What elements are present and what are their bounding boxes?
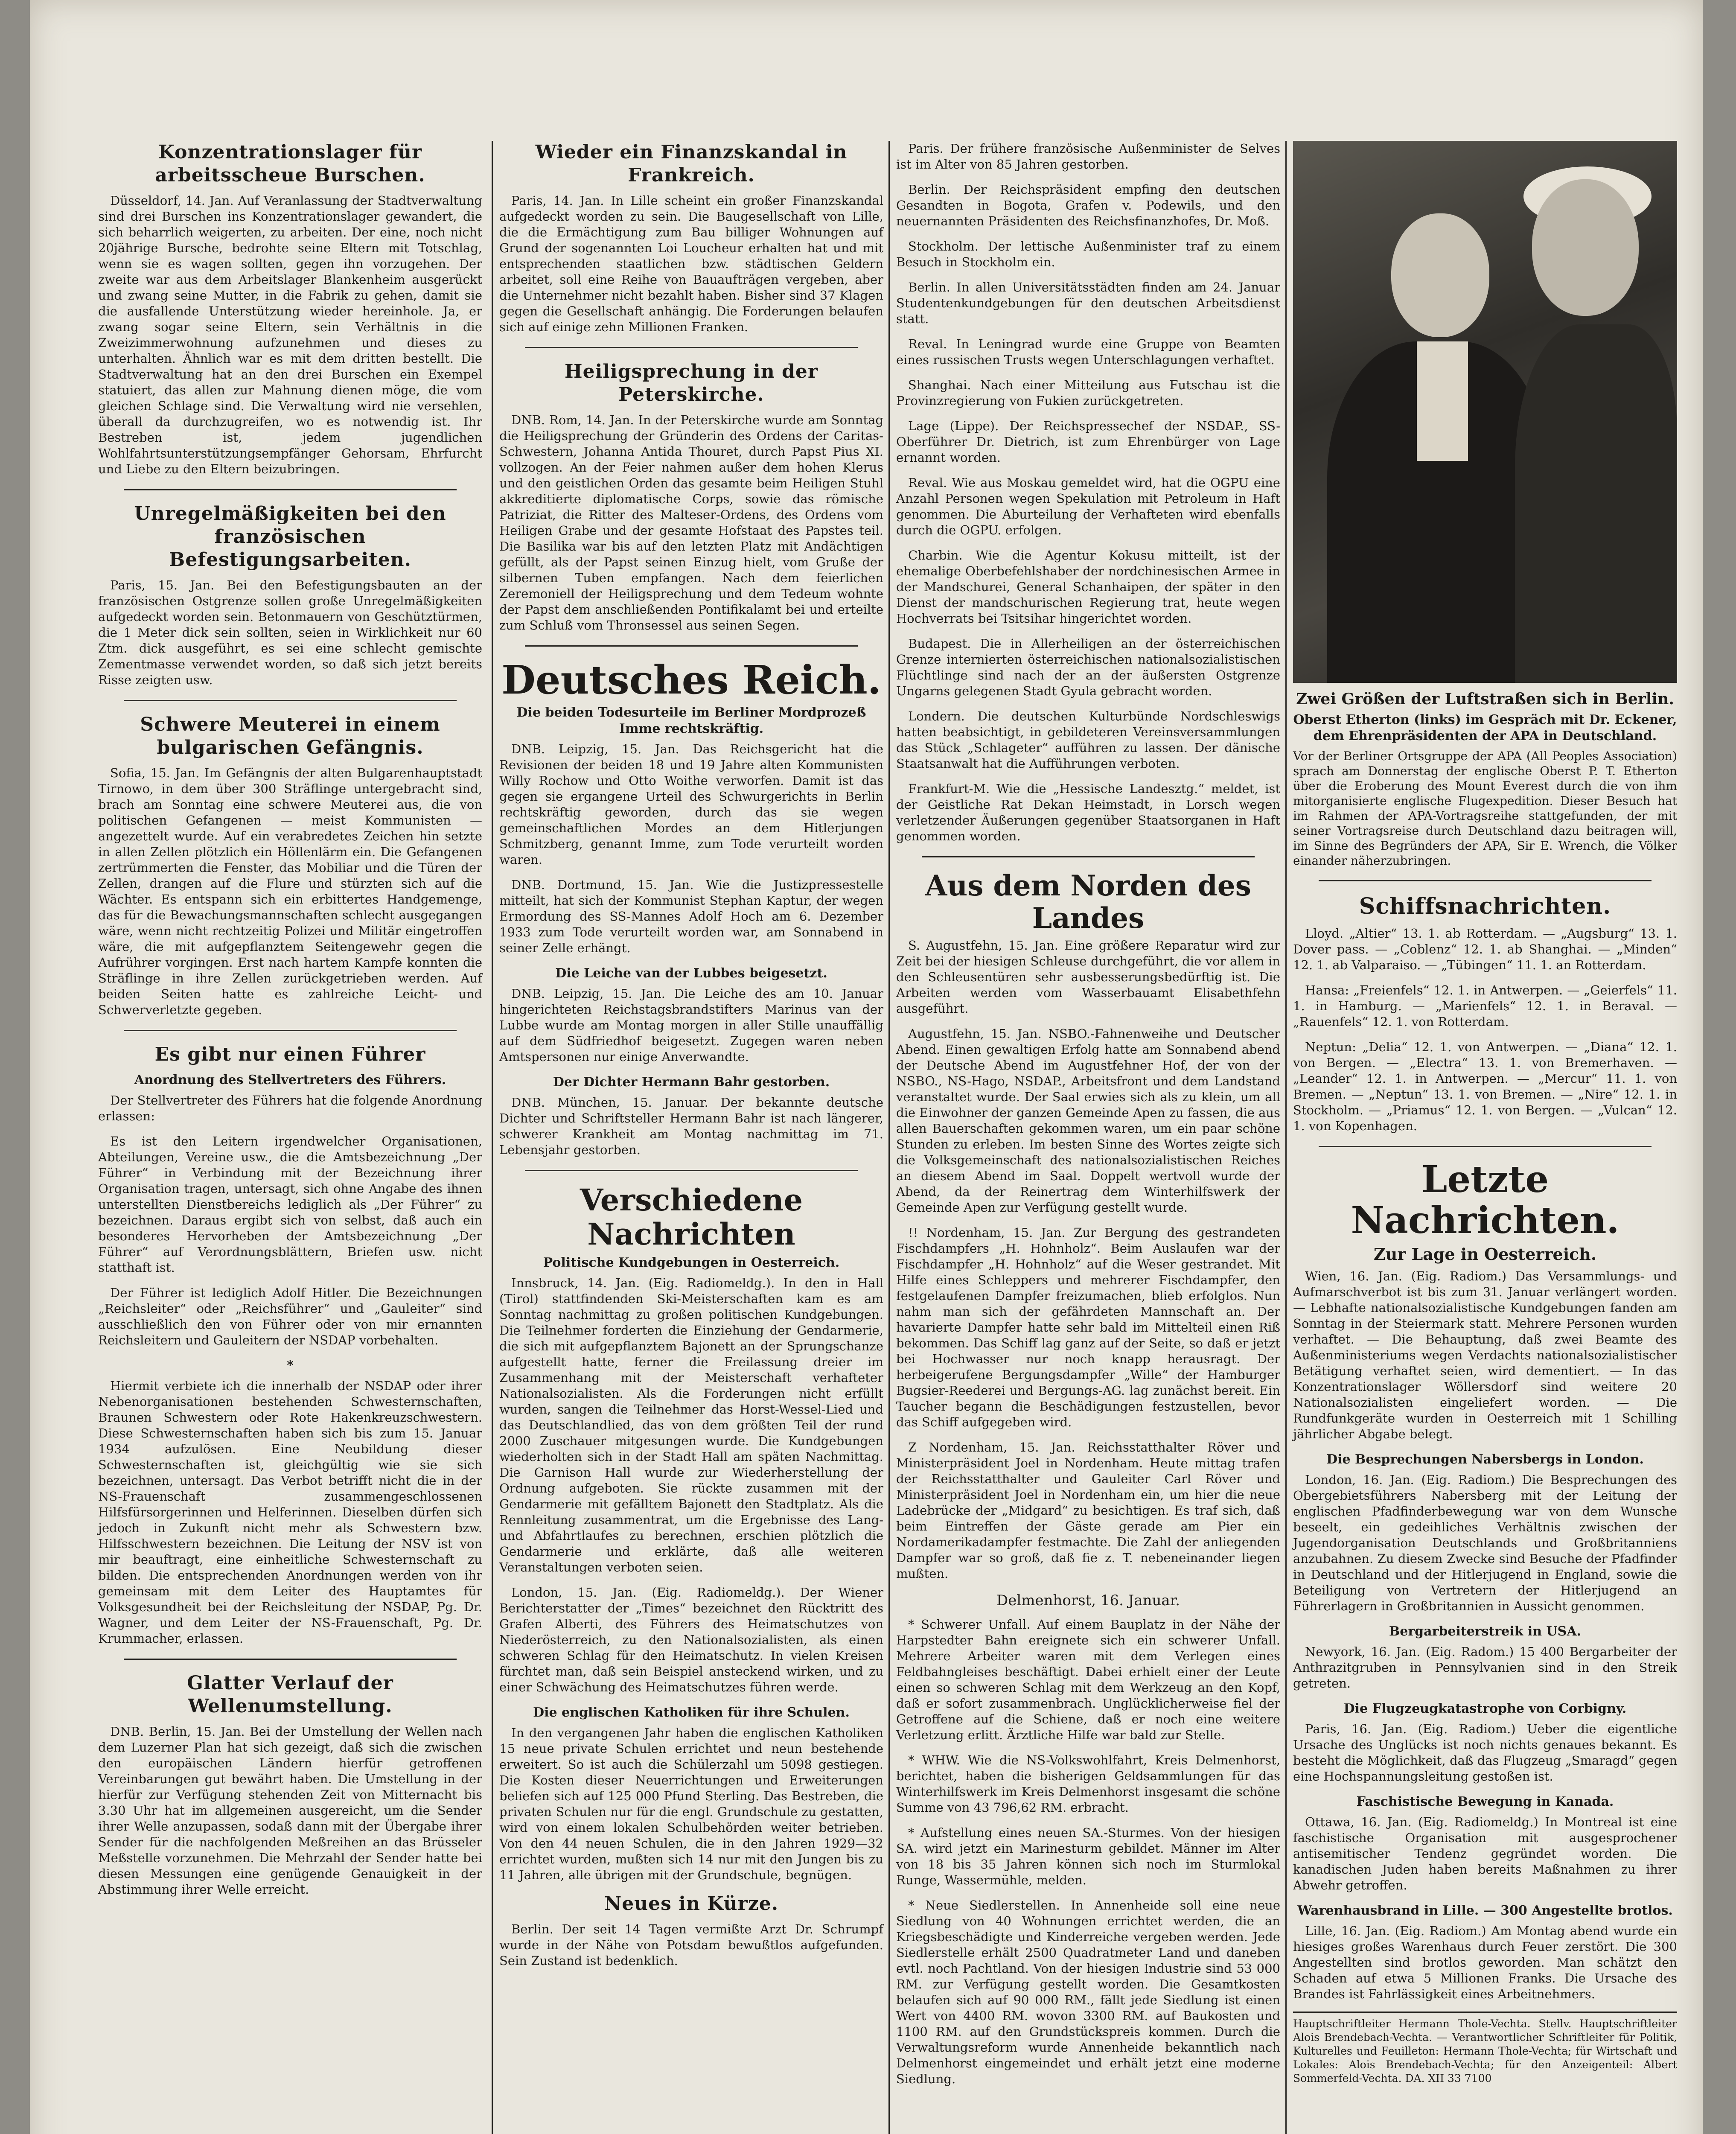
divider xyxy=(525,645,858,647)
article-text: DNB. München, 15. Januar. Der bekannte deutsche Dichter und Schriftsteller Hermann Bahr ist nach längerer, schwerer Krankheit am Montag nachmittag im 71. Lebensjahr gestorben. xyxy=(499,1095,883,1157)
article-text: * Neue Siedlerstellen. In Annenheide soll eine neue Siedlung von 40 Wohnungen errichtet werden, die an Kriegsbeschädigte und Kinderreiche vergeben werden. Jede Siedlerstelle erhält 2500 Quadratmeter Land und daneben evtl. noch Pachtland. Von der hiesigen Industrie sind 53 000 RM. zur Verfügung gestellt worden. Die Gesamtkosten belaufen sich auf 90 000 RM., fällt jede Siedlung ist einen Wert von 4400 RM. wovon 3300 RM. auf Baukosten und 1100 RM. auf den Grundstückspreis kommen. Durch die Verwaltungsreform wurde Annenheide bekanntlich nach Delmenhorst eingemeindet und erhält jetzt eine moderne Siedlung. xyxy=(896,1898,1280,2086)
news-brief: Stockholm. Der lettische Außenminister traf zu einem Besuch in Stockholm ein. xyxy=(896,239,1280,269)
article-subheadline: Die englischen Katholiken für ihre Schulen. xyxy=(533,1705,850,1720)
article-text: London, 15. Jan. (Eig. Radiomeldg.). Der Wiener Berichterstatter der „Times“ bezeichnet den Rücktritt des Grafen Alberti, des Führers des Heimatschutzes von Niederösterreich, zu den Nationalsozialisten, als einen schweren Schlag für den Heimatschutz. In vielen Kreisen fürchtet man, daß sein Beispiel ansteckend wirken, und zu einer Schwächung des Heimatschutzes führen werde. xyxy=(499,1585,883,1694)
article-text: Paris, 14. Jan. In Lille scheint ein großer Finanzskandal aufgedeckt worden zu sein. Die Baugesellschaft von Lille, die die Ermächtigung zum Bau billiger Wohnungen auf Grund der sogenannten Loi Loucheur erhalten hat und mit entsprechenden staatlichen bzw. städtischen Geldern arbeitet, soll eine Reihe von Bauaufträgen vergeben, aber die Unternehmer nicht bezahlt haben. Bisher sind 37 Klagen gegen die Gesellschaft anhängig. Die Forderungen belaufen sich auf einige zehn Millionen Franken. xyxy=(499,193,883,334)
article-text: DNB. Leipzig, 15. Jan. Die Leiche des am 10. Januar hingerichteten Reichstagsbrandstifters Marinus van der Lubbe wurde am Montag morgen in aller Stille unauffällig auf dem Südfriedhof beigesetzt. Zugegen waren neben Amtspersonen nur einige Anverwandte. xyxy=(499,986,883,1064)
news-brief: Reval. Wie aus Moskau gemeldet wird, hat die OGPU eine Anzahl Personen wegen Spekulation mit Petroleum in Haft genommen. Die Aburteilung der Verhafteten wird ebenfalls durch die OGPU. erfolgen. xyxy=(896,475,1280,537)
article-text: Ottawa, 16. Jan. (Eig. Radiomeldg.) In Montreal ist eine faschistische Organisation mit ausgesprochener antisemitischer Tendenz gegründet worden. Die kanadischen Juden haben bereits Maßnahmen zu ihrer Abwehr getroffen. xyxy=(1293,1815,1677,1892)
news-brief: Charbin. Wie die Agentur Kokusu mitteilt, ist der ehemalige Oberbefehlshaber der nordchinesischen Armee in der Mandschurei, General Schanhaipen, der später in den Dienst der mandschurischen Regierung trat, heute wegen Hochverrats bei Tsitsihar hingerichtet worden. xyxy=(896,548,1280,626)
article-subheadline: Die beiden Todesurteile im Berliner Mordprozeß Imme rechtskräftig. xyxy=(516,705,866,736)
article-subheadline: Der Dichter Hermann Bahr gestorben. xyxy=(553,1075,830,1090)
article-headline: Heiligsprechung in der Peterskirche. xyxy=(565,361,818,405)
imprint: Hauptschriftleiter Hermann Thole-Vechta. Stellv. Hauptschriftleiter Alois Brendebach-Vechta. — Verantwortlicher Schriftleiter für Politik, Kulturelles und Feuilleton: Hermann Thole-Vechta; für Wirtschaft und Lokales: Alois Brendebach-Vechta; für den Anzeigenteil: Albert Sommerfeld-Vechta. DA. XII 33 7100 xyxy=(1293,2012,1677,2085)
article-text: DNB. Rom, 14. Jan. In der Peterskirche wurde am Sonntag die Heiligsprechung der Gründerin des Ordens der Caritas-Schwestern, Johanna Antida Thouret, durch Papst Pius XI. vollzogen. An der Feier nahmen außer dem hohen Klerus und den geistlichen Orden das gesamte beim Heiligen Stuhl akkreditierte diplomatische Corps, sowie das römische Patriziat, die Ritter des Malteser-Ordens, des Ordens vom Heiligen Grabe und der gesamte Hofstaat des Papstes teil. Die Basilika war bis auf den letzten Platz mit Andächtigen gefüllt, als der Papst seinen Einzug hielt, vom Gruße der silbernen Tuben empfangen. Nach dem feierlichen Zeremoniell der Heiligsprechung und dem Tedeum wohnte der Papst dem anschließenden Pontifikalamt bei und erteilte zum Schluß vom Thronsessel aus seinen Segen. xyxy=(499,413,883,633)
section-title: Deutsches Reich. xyxy=(501,657,881,703)
article-text: DNB. Berlin, 15. Jan. Bei der Umstellung der Wellen nach dem Luzerner Plan hat sich gezeigt, daß sich die zwischen den europäischen Ländern hierfür getroffenen Vereinbarungen gut bewährt haben. Die Umstellung in der hierfür zur Verfügung stehenden Zeit von Mitternacht bis 3.30 Uhr hat im allgemeinen ausgereicht, um die Sender ihrer Welle anzupassen, sodaß dann mit der Übergabe ihrer Sender für die nachfolgenden Meßreihen an das Brüsseler Meßstelle vorzunehmen. Die Mehrzahl der Sender hatte bei diesen Messungen eine genügende Genauigkeit in der Abstimmung ihrer Welle erreicht. xyxy=(98,1724,482,1897)
ship-news: Lloyd. „Altier“ 13. 1. ab Rotterdam. — „Augsburg“ 13. 1. Dover pass. — „Coblenz“ 12. 1. ab Shanghai. — „Minden“ 12. 1. ab Valparaiso. — „Tübingen“ 11. 1. an Rotterdam. xyxy=(1293,926,1677,972)
photo-face-right xyxy=(1532,179,1639,316)
news-brief: Paris. Der frühere französische Außenminister de Selves ist im Alter von 85 Jahren gestorben. xyxy=(896,141,1280,172)
article-text: Es ist den Leitern irgendwelcher Organisationen, Abteilungen, Vereine usw., die die Amtsbezeichnung „Der Führer“ in Verbindung mit der Bezeichnung ihrer Organisation tragen, untersagt, sich ohne Angabe des ihnen unterstellten Dienstbereichs lediglich als „Der Führer“ zu bezeichnen. Daraus ergibt sich von selbst, daß auch ein besonderes Hervorheben der Amtsbezeichnung „Der Führer“ auf Verordnungsblättern, Briefen usw. nicht statthaft ist. xyxy=(98,1134,482,1275)
section-title: Aus dem Norden des Landes xyxy=(925,869,1251,935)
local-dateline: Delmenhorst, 16. Januar. xyxy=(996,1592,1180,1609)
news-brief: Frankfurt-M. Wie die „Hessische Landesztg.“ meldet, ist der Geistliche Rat Dekan Heimstadt, in Lorsch wegen verletzender Äußerungen gegenüber Staatsorganen in Haft genommen worden. xyxy=(896,781,1280,843)
news-brief: Shanghai. Nach einer Mitteilung aus Futschau ist die Provinzregierung von Fukien zurückgetreten. xyxy=(896,378,1280,408)
article-text: Paris, 16. Jan. (Eig. Radiom.) Ueber die eigentliche Ursache des Unglücks ist noch nichts genaues bekannt. Es besteht die Möglichkeit, daß das Flugzeug „Smaragd“ gegen eine Hochspannungsleitung gestoßen ist. xyxy=(1293,1722,1677,1784)
column-2 xyxy=(499,141,883,1978)
article-subheadline: Anordnung des Stellvertreters des Führers. xyxy=(134,1073,446,1087)
divider xyxy=(1319,880,1652,881)
article-headline: Unregelmäßigkeiten bei den französischen Befestigungsarbeiten. xyxy=(134,503,446,571)
article-text: !! Nordenham, 15. Jan. Zur Bergung des gestrandeten Fischdampfers „H. Hohnholz“. Beim Auslaufen war der Fischdampfer „H. Hohnholz“ auf die Weser gestrandet. Mit Hilfe eines Schleppers und mehrerer Fischdampfer, den festgelaufenen Dampfer freizumachen, blieb erfolglos. Nun nahm man sich der gefährdeten Mannschaft an. Der havarierte Dampfer hatte sehr bald im Mittelteil einen Riß bekommen. Das Schiff lag ganz auf der Seite, so daß er jetzt bei Hochwasser nur noch knapp herausragt. Der herbeigerufene Bergungsdampfer „Wille“ der Hamburger Bugsier-Reederei und Bergungs-AG. lag zunächst bereit. Ein Taucher begann die Beschädigungen festzustellen, bevor das Schiff aufgegeben wird. xyxy=(896,1225,1280,1429)
article-subheadline: Politische Kundgebungen in Oesterreich. xyxy=(543,1255,840,1270)
article-text: Berlin. Der seit 14 Tagen vermißte Arzt Dr. Schrumpf wurde in der Nähe von Potsdam bewußtlos aufgefunden. Sein Zustand ist bedenklich. xyxy=(499,1922,883,1968)
photo-caption-subtitle: Oberst Etherton (links) im Gespräch mit Dr. Eckener, dem Ehrenpräsidenten der APA in Deutschland. xyxy=(1293,712,1677,743)
article-text: * Schwerer Unfall. Auf einem Bauplatz in der Nähe der Harpstedter Bahn ereignete sich ein schwerer Unfall. Mehrere Arbeiter waren mit dem Verlegen eines Feldbahngleises beschäftigt. Dabei erhielt einer der Leute einen so schweren Schlag mit dem Werkzeug an den Kopf, daß er sofort zusammenbrach. Unglücklicherweise fiel der Getroffene auf die Schiene, daß er noch eine weitere Verletzung erlitt. Ärztliche Hilfe war bald zur Stelle. xyxy=(896,1617,1280,1742)
newspaper-page xyxy=(30,0,1703,2134)
article-text: Sofia, 15. Jan. Im Gefängnis der alten Bulgarenhauptstadt Tirnowo, in dem über 300 Sträflinge untergebracht sind, brach am Sonntag eine schwere Meuterei aus, die von politischen Gefangenen — meist Kommunisten — angezettelt wurde. Auf ein verabredetes Zeichen hin setzte in allen Zellen plötzlich ein Höllenlärm ein. Die Gefangenen zertrümmerten die Fenster, das Mobiliar und die Türen der Zellen, drangen auf die Flure und stürzten sich auf die Wächter. Es entspann sich ein erbittertes Handgemenge, das für die Bewachungsmannschaften schlecht ausgegangen wäre, wenn nicht rechtzeitig Polizei und Militär eingetroffen wäre, die mit aufgepflanztem Seitengewehr gegen die Aufrührer vorgingen. Erst nach hartem Kampfe konnten die Sträflinge in ihre Zellen zurückgetrieben werden. Auf beiden Seiten hatte es zahlreiche Leicht- und Schwerverletzte gegeben. xyxy=(98,766,482,1017)
article-text: * Aufstellung eines neuen SA.-Sturmes. Von der hiesigen SA. wird jetzt ein Marinesturm gebildet. Männer im Alter von 18 bis 35 Jahren können sich noch im Sturmlokal Runge, Wassermühle, melden. xyxy=(896,1825,1280,1887)
ship-news: Hansa: „Freienfels“ 12. 1. in Antwerpen. — „Geierfels“ 11. 1. in Hamburg. — „Marienfels“ 12. 1. in Beraval. — „Rauenfels“ 12. 1. von Rotterdam. xyxy=(1293,983,1677,1029)
divider xyxy=(124,1659,457,1660)
article-text: Lille, 16. Jan. (Eig. Radiom.) Am Montag abend wurde ein hiesiges großes Warenhaus durch Feuer zerstört. Die 300 Angestellten sind brotlos geworden. Man schätzt den Schaden auf etwa 5 Millionen Franks. Die Ursache des Brandes ist Fahrlässigkeit eines Arbeitnehmers. xyxy=(1293,1924,1677,2001)
article-text: Düsseldorf, 14. Jan. Auf Veranlassung der Stadtverwaltung sind drei Burschen ins Konzentrationslager gewandert, die sich beharrlich weigerten, zu arbeiten. Der eine, noch nicht 20jährige Bursche, bedrohte seine Eltern mit Totschlag, wenn sie es wagen sollten, gegen ihn vorzugehen. Der zweite war aus dem Arbeitslager Blankenheim ausgerückt und zwang seine Mutter, in die Fabrik zu gehen, damit sie die ausfallende Unterstützung wieder hereinhole. Ja, er zwang sogar seine Eltern, sein Verhältnis in die Zweizimmerwohnung aufzunehmen und dieses zu unterhalten. Ähnlich war es mit dem dritten bestellt. Die Stadtverwaltung hat an den drei Burschen ein Exempel statuiert, das allen zur Mahnung dienen möge, die vom gleichen Schlage sind. Die Verwaltung wird nie versehlen, überall da durchzugreifen, wo es notwendig ist. Ihr Bestreben ist, jedem jugendlichen Wohlfahrtsunterstützungsempfänger Gehorsam, Ehrfurcht und Liebe zu den Eltern beizubringen. xyxy=(98,193,482,476)
divider xyxy=(124,489,457,490)
asterisk-separator: * xyxy=(287,1358,294,1373)
article-text: Der Stellvertreter des Führers hat die folgende Anordnung erlassen: xyxy=(98,1093,482,1123)
divider xyxy=(1319,1146,1652,1147)
article-text: Newyork, 16. Jan. (Eig. Radom.) 15 400 Bergarbeiter der Anthrazitgruben in Pennsylvanien sind in den Streik getreten. xyxy=(1293,1644,1677,1691)
divider xyxy=(525,347,858,348)
article-text: Paris, 15. Jan. Bei den Befestigungsbauten an der französischen Ostgrenze sollen große Unregelmäßigkeiten aufgedeckt worden sein. Betonmauern von Geschütztürmen, die 1 Meter dick sein sollten, seien in Wirklichkeit nur 60 Ztm. dick ausgeführt, es sei eine schlecht gemischte Zementmasse verwendet worden, so daß sich jetzt bereits Risse zeigten usw. xyxy=(98,578,482,687)
article-text: Wien, 16. Jan. (Eig. Radiom.) Das Versammlungs- und Aufmarschverbot ist bis zum 31. Januar verlängert worden. — Lebhafte nationalsozialistische Kundgebungen fanden am Sonntag in der Steiermark statt. Mehrere Personen wurden verhaftet. — Die Behauptung, daß zwei Beamte des Außenministeriums wegen Verdachts nationalsozialistischer Betätigung verhaftet seien, wird dementiert. — In das Konzentrationslager Wöllersdorf sind weitere 20 Nationalsozialisten eingeliefert worden. — Die Rundfunkgeräte wurden in Oesterreich mit 1 Schilling jährlicher Abgabe belegt. xyxy=(1293,1269,1677,1441)
news-brief: Lage (Lippe). Der Reichspressechef der NSDAP., SS-Oberführer Dr. Dietrich, ist zum Ehrenbürger von Lage ernannt worden. xyxy=(896,419,1280,465)
article-subheadline: Zur Lage in Oesterreich. xyxy=(1373,1245,1597,1264)
article-text: * WHW. Wie die NS-Volkswohlfahrt, Kreis Delmenhorst, berichtet, haben die bisherigen Geldsammlungen für das Winterhilfswerk im Kreis Delmenhorst insgesamt die schöne Summe von 43 796,62 RM. erbracht. xyxy=(896,1753,1280,1815)
article-subheadline: Bergarbeiterstreik in USA. xyxy=(1389,1624,1582,1639)
article-subheadline: Faschistische Bewegung in Kanada. xyxy=(1356,1794,1614,1809)
article-text: Der Führer ist lediglich Adolf Hitler. Die Bezeichnungen „Reichsleiter“ oder „Reichsführer“ und „Gauleiter“ sind ausschließlich den von Führer oder von mir ernannten Reichsleitern und Gauleitern der NSDAP vorbehalten. xyxy=(98,1286,482,1347)
divider xyxy=(124,700,457,701)
divider xyxy=(922,856,1255,857)
news-brief: Londern. Die deutschen Kulturbünde Nordschleswigs hatten beabsichtigt, in gebildeteren Vereinsversammlungen das Stück „Schlageter“ aufführen zu lassen. Der dänische Staatsanwalt hat die Aufführungen verboten. xyxy=(896,709,1280,771)
article-subheadline: Warenhausbrand in Lille. — 300 Angestellte brotlos. xyxy=(1297,1903,1673,1918)
article-text: Innsbruck, 14. Jan. (Eig. Radiomeldg.). In den in Hall (Tirol) stattfindenden Ski-Meisterschaften kam es am Sonntag nachmittag zu großen politischen Kundgebungen. Die Teilnehmer forderten die Einziehung der Gendarmerie, die sich mit aufgepflanztem Bajonett an der Sprungschanze aufgestellt hatte, ferner die Freilassung dreier im Zusammenhang mit der Meisterschaft verhafteter Nationalsozialisten. Als die Forderungen nicht erfüllt wurden, sangen die Teilnehmer das Horst-Wessel-Lied und das Deutschlandlied, das von dem größten Teil der rund 2000 Zuschauer mitgesungen wurde. Die Kundgebungen wiederholten sich in der Stadt Hall am späten Nachmittag. Die Garnison Hall wurde zur Wiederherstellung der Ordnung aufgeboten. Sie rückte zusammen mit der Gendarmerie mit gefälltem Bajonett den Stadtplatz. Als die Rennleitung zusammentrat, um die Ergebnisse des Lang- und Abfahrtlaufes zu berechnen, erschien plötzlich die Gendarmerie und erklärte, daß alle weiteren Veranstaltungen verboten seien. xyxy=(499,1276,883,1574)
column-4 xyxy=(1293,141,1677,2085)
photo-shirt xyxy=(1417,341,1468,461)
column-rule xyxy=(888,141,890,2134)
article-headline: Schwere Meuterei in einem bulgarischen Gefängnis. xyxy=(140,714,440,758)
section-title: Verschiedene Nachrichten xyxy=(580,1182,803,1252)
article-text: Hiermit verbiete ich die innerhalb der NSDAP oder ihrer Nebenorganisationen bestehenden Schwesternschaften, Braunen Schwestern oder Rote Hakenkreuzschwestern. Diese Schwesternschaften haben sich bis zum 15. Januar 1934 aufzulösen. Eine Neubildung dieser Schwesternschaften ist, gleichgültig wie sie sich bezeichnen, untersagt. Das Verbot betrifft nicht die in der NS-Frauenschaft zusammengeschlossenen Hilfsfürsorgerinnen und Helferinnen. Dieselben dürfen sich jedoch in Zukunft nicht mehr als Schwestern bzw. Hilfsschwestern bezeichnen. Die Leitung der NSV ist von mir beauftragt, eine einheitliche Schwesternschaft zu bilden. Die entsprechenden Anordnungen werden von ihr gemeinsam mit dem Leiter des Hauptamtes für Volksgesundheit bei der Reichsleitung der NSDAP, Pg. Dr. Wagner, und dem Leiter der NS-Frauenschaft, Pg. Dr. Krummacher, erlassen. xyxy=(98,1379,482,1646)
article-subheadline: Die Besprechungen Nabersbergs in London. xyxy=(1326,1452,1644,1467)
article-text: London, 16. Jan. (Eig. Radiom.) Die Besprechungen des Obergebietsführers Nabersberg mit der Leitung der englischen Pfadfinderbewegung war von dem Wunsche beseelt, ein gedeihliches Verhältnis zwischen der Jugendorganisation Deutschlands und Großbritanniens anzubahnen. Zu diesem Zwecke sind Besuche der Pfadfinder in Deutschland und der Hitlerjugend in England, sowie die Beteiligung von Vertretern der Hitlerjugend an Führerlagern in Großbritannien in Aussicht genommen. xyxy=(1293,1472,1677,1613)
news-brief: Berlin. In allen Universitätsstädten finden am 24. Januar Studentenkundgebungen für den deutschen Arbeitsdienst statt. xyxy=(896,280,1280,326)
photo-caption-title: Zwei Größen der Luftstraßen sich in Berlin. xyxy=(1296,690,1674,708)
article-text: DNB. Leipzig, 15. Jan. Das Reichsgericht hat die Revisionen der beiden 18 und 19 Jahre alten Kommunisten Willy Rochow und Otto Woithe verworfen. Damit ist das gegen sie ergangene Urteil des Schwurgerichts in Berlin rechtskräftig geworden, durch das sie wegen gemeinschaftlichen Mordes an dem Hitlerjungen Schmitzberg, genannt Imme, zum Tode verurteilt worden waren. xyxy=(499,742,883,867)
article-headline: Neues in Kürze. xyxy=(604,1893,779,1915)
ship-news: Neptun: „Delia“ 12. 1. von Antwerpen. — „Diana“ 12. 1. von Bergen. — „Electra“ 13. 1. von Bremerhaven. — „Leander“ 12. 1. in Antwerpen. — „Mercur“ 11. 1. von Bremen. — „Neptun“ 13. 1. von Bremen. — „Nire“ 12. 1. in Stockholm. — „Priamus“ 12. 1. von Bergen. — „Vulcan“ 12. 1. von Kopenhagen. xyxy=(1293,1040,1677,1133)
photo-face-left xyxy=(1391,213,1489,337)
article-headline: Es gibt nur einen Führer xyxy=(154,1044,426,1065)
photo-caption: Vor der Berliner Ortsgruppe der APA (All Peoples Association) sprach am Donnerstag der englische Oberst P. T. Etherton über die Eroberung des Mount Everest durch die von ihm mitorganisierte englische Flugexpedition. Dieser Besuch hat im Rahmen der APA-Vortragsreihe stattgefunden, der mit seiner Vortragsreise durch Deutschland dazu beitragen will, im Sinne des Begründers der APA, Sir E. Wrench, die Völker einander näherzubringen. xyxy=(1293,749,1677,868)
divider xyxy=(124,1030,457,1031)
article-headline: Wieder ein Finanzskandal in Frankreich. xyxy=(535,141,848,186)
news-brief: Berlin. Der Reichspräsident empfing den deutschen Gesandten in Bogota, Grafen v. Podewils, und den neuernannten Präsidenten des Reichsfinanzhofes, Dr. Moß. xyxy=(896,182,1280,228)
news-brief: Budapest. Die in Allerheiligen an der österreichischen Grenze internierten österreichischen nationalsozialistischen Flüchtlinge sind nach der an der äußersten Ostgrenze Ungarns gelegenen Stadt Gyula gebracht worden. xyxy=(896,636,1280,698)
article-text: DNB. Dortmund, 15. Jan. Wie die Justizpressestelle mitteilt, hat sich der Kommunist Stephan Kaptur, der wegen Ermordung des SS-Mannes Adolf Hoch am 6. Dezember 1933 zum Tode verurteilt worden war, am Sonnabend in seiner Zelle erhängt. xyxy=(499,878,883,955)
article-text: Z Nordenham, 15. Jan. Reichsstatthalter Röver und Ministerpräsident Joel in Nordenham. Heute mittag trafen der Reichsstatthalter und Gauleiter Carl Röver und Ministerpräsident Joel in Nordenham ein, um hier die neue Ladebrücke der „Midgard“ zu besichtigen. Es traf sich, daß beim Eintreffen der Gäste gerade am Pier ein Nordamerikadampfer festmachte. Die Zahl der anliegenden Dampfer war so groß, daß fie z. T. nebeneinander liegen mußten. xyxy=(896,1440,1280,1581)
column-3 xyxy=(896,141,1280,2096)
section-title: Letzte Nachrichten. xyxy=(1351,1158,1619,1242)
article-text: In den vergangenen Jahr haben die englischen Katholiken 15 neue private Schulen errichtet und neun bestehende erweitert. So ist auch die Schülerzahl um 5098 gestiegen. Die Kosten dieser Neuerrichtungen und Erweiterungen beliefen sich auf 125 000 Pfund Sterling. Das Bestreben, die privaten Schulen nur für die engl. Grundschule zu gestatten, wird von einem lokalen Schulbehörden weiter betrieben. Von den 44 neuen Schulen, die in den Jahren 1929—32 errichtet wurden, mußten sich 14 nur mit den Jungen bis zu 11 Jahren, alle übrigen mit der Grundschule, begnügen. xyxy=(499,1726,883,1882)
article-text: Augustfehn, 15. Jan. NSBO.-Fahnenweihe und Deutscher Abend. Einen gewaltigen Erfolg hatte am Sonnabend abend der Deutsche Abend im Augustfehner Hof, der von der NSBO., NS-Hago, NSDAP., Arbeitsfront und dem Landstand veranstaltet wurde. Der Saal erwies sich als zu klein, um all die Einwohner der ganzen Gemeinde Apen zu fassen, die aus allen Bauerschaften gekommen waren, um ein paar schöne Stunden zu erleben. Im besten Sinne des Wortes zeigte sich die Volksgemeinschaft des nationalsozialistischen Reiches an diesem Abend im Saal. Doppelt wertvoll wurde der Abend, da der Reinertrag dem Winterhilfswerk der Gemeinde Apen zur Verfügung gestellt wurde. xyxy=(896,1026,1280,1215)
article-subheadline: Die Leiche van der Lubbes beigesetzt. xyxy=(555,966,827,981)
article-headline: Konzentrationslager für arbeitsscheue Burschen. xyxy=(155,141,425,186)
divider xyxy=(525,1170,858,1171)
photo-body-right xyxy=(1515,324,1677,683)
article-text: S. Augustfehn, 15. Jan. Eine größere Reparatur wird zur Zeit bei der hiesigen Schleuse durchgeführt, die vor allem in den Schleusentüren sehr ausbesserungsbedürftig ist. Die Arbeiten werden vom Wasserbauamt Elisabethfehn ausgeführt. xyxy=(896,938,1280,1016)
column-rule xyxy=(492,141,493,2134)
article-subheadline: Die Flugzeugkatastrophe von Corbigny. xyxy=(1343,1701,1627,1716)
article-headline: Glatter Verlauf der Wellenumstellung. xyxy=(187,1672,393,1717)
column-1 xyxy=(98,141,482,1907)
news-photo xyxy=(1293,141,1677,683)
section-title: Schiffsnachrichten. xyxy=(1359,893,1611,919)
news-brief: Reval. In Leningrad wurde eine Gruppe von Beamten eines russischen Trusts wegen Unterschlagungen verhaftet. xyxy=(896,337,1280,367)
column-rule xyxy=(1285,141,1287,2134)
